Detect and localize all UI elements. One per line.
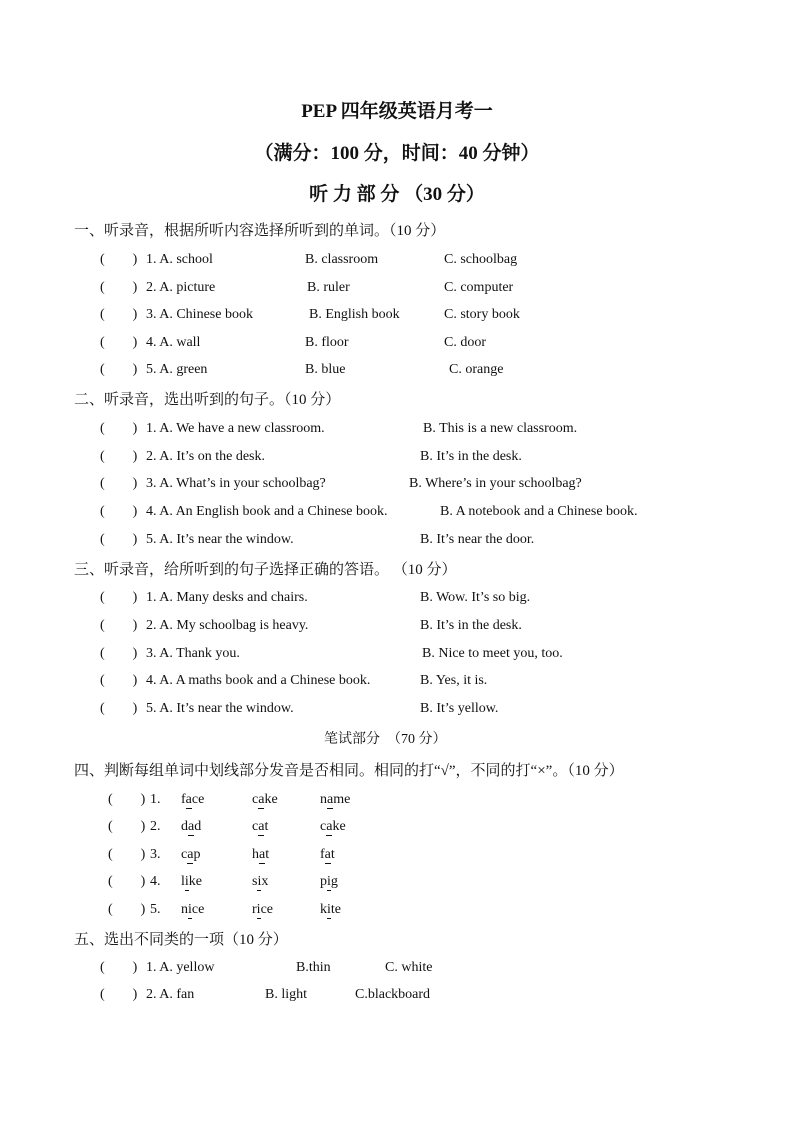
answer-blank: ( ) xyxy=(108,874,146,889)
option-b: B. English book xyxy=(309,307,400,322)
word xyxy=(252,872,268,892)
option-a: 4. A. A maths book and a Chinese book. xyxy=(146,673,371,688)
answer-blank: ( ) xyxy=(100,307,138,322)
word xyxy=(252,845,269,865)
word-prefix: s xyxy=(252,874,258,889)
underlined-letter: i xyxy=(188,900,192,920)
word-suffix: me xyxy=(333,792,351,807)
option-b: B. This is a new classroom. xyxy=(423,421,578,436)
word-prefix: k xyxy=(320,902,327,917)
underlined-letter: a xyxy=(187,845,193,865)
writing-part-title: 笔试部分 （70 分） xyxy=(324,732,447,747)
answer-blank: ( ) xyxy=(100,590,138,605)
word xyxy=(252,900,273,920)
option-b: B. Wow. It’s so big. xyxy=(420,590,531,605)
option-b: B. light xyxy=(265,987,308,1002)
s2-question-row xyxy=(0,419,794,439)
section-5-heading: 五、选出不同类的一项（10 分） xyxy=(74,932,288,948)
s2-question-row xyxy=(0,447,794,467)
underlined-letter: i xyxy=(257,900,261,920)
answer-blank: ( ) xyxy=(100,701,138,716)
s4-word-row xyxy=(0,872,794,892)
underlined-letter: a xyxy=(326,817,332,837)
option-a: 1. A. yellow xyxy=(146,960,215,975)
option-b: B. Where’s in your schoolbag? xyxy=(409,476,582,491)
word xyxy=(181,872,202,892)
option-b: B. Yes, it is. xyxy=(420,673,488,688)
underlined-letter: a xyxy=(186,790,192,810)
answer-blank: ( ) xyxy=(100,673,138,688)
option-a: 4. A. wall xyxy=(146,335,201,350)
word-prefix: d xyxy=(181,819,188,834)
word xyxy=(320,817,346,837)
word xyxy=(181,817,201,837)
s1-question-row xyxy=(0,305,794,325)
s1-question-row xyxy=(0,333,794,353)
s4-word-row xyxy=(0,900,794,920)
underlined-letter: a xyxy=(325,845,331,865)
word xyxy=(320,790,350,810)
option-a: 3. A. Chinese book xyxy=(146,307,253,322)
word-prefix: p xyxy=(320,874,327,889)
option-a: 3. A. Thank you. xyxy=(146,646,240,661)
underlined-letter: i xyxy=(185,872,189,892)
word-prefix: r xyxy=(252,902,257,917)
option-b: B. It’s yellow. xyxy=(420,701,499,716)
word-prefix: c xyxy=(252,819,259,834)
option-c: C. orange xyxy=(449,362,504,377)
item-number: 3. xyxy=(150,847,161,862)
word-suffix: te xyxy=(330,902,341,917)
option-b: B. floor xyxy=(305,335,349,350)
underlined-letter: i xyxy=(257,872,261,892)
word-prefix: n xyxy=(320,792,327,807)
option-a: 2. A. My schoolbag is heavy. xyxy=(146,618,309,633)
word-suffix: g xyxy=(330,874,338,889)
option-a: 3. A. What’s in your schoolbag? xyxy=(146,476,326,491)
s4-word-row xyxy=(0,790,794,810)
underlined-letter: a xyxy=(259,845,265,865)
s5-question-row xyxy=(0,985,794,1005)
underlined-letter: i xyxy=(327,900,331,920)
word xyxy=(252,817,268,837)
option-a: 4. A. An English book and a Chinese book. xyxy=(146,504,388,519)
s2-question-row xyxy=(0,502,794,522)
answer-blank: ( ) xyxy=(108,819,146,834)
option-c: C. story book xyxy=(444,307,520,322)
s4-word-row xyxy=(0,817,794,837)
option-b: B.thin xyxy=(296,960,331,975)
s3-question-row xyxy=(0,671,794,691)
s2-question-row xyxy=(0,530,794,550)
item-number: 1. xyxy=(150,792,161,807)
item-number: 4. xyxy=(150,874,161,889)
option-c: C. door xyxy=(444,335,486,350)
word-prefix: l xyxy=(181,874,185,889)
word-prefix: f xyxy=(181,792,186,807)
word-suffix: ke xyxy=(188,874,202,889)
s2-question-row xyxy=(0,474,794,494)
option-c: C. computer xyxy=(444,280,514,295)
option-a: 2. A. It’s on the desk. xyxy=(146,449,265,464)
underlined-letter: a xyxy=(258,817,264,837)
option-b: B. ruler xyxy=(307,280,350,295)
section-2-heading: 二、听录音，选出听到的句子。（10 分） xyxy=(74,392,341,408)
section-3-heading: 三、听录音，给所听到的句子选择正确的答语。 （10 分） xyxy=(74,562,457,578)
underlined-letter: a xyxy=(188,817,194,837)
s1-question-row xyxy=(0,250,794,270)
option-a: 1. A. Many desks and chairs. xyxy=(146,590,308,605)
s3-question-row xyxy=(0,588,794,608)
answer-blank: ( ) xyxy=(100,476,138,491)
word-suffix: d xyxy=(194,819,202,834)
s1-question-row xyxy=(0,360,794,380)
word xyxy=(320,845,335,865)
option-b: B. It’s in the desk. xyxy=(420,449,522,464)
answer-blank: ( ) xyxy=(108,847,146,862)
word xyxy=(252,790,278,810)
answer-blank: ( ) xyxy=(100,449,138,464)
option-a: 2. A. fan xyxy=(146,987,195,1002)
word-prefix: c xyxy=(320,819,327,834)
word-prefix: c xyxy=(252,792,259,807)
option-a: 1. A. We have a new classroom. xyxy=(146,421,325,436)
word-suffix: p xyxy=(193,847,201,862)
answer-blank: ( ) xyxy=(100,252,138,267)
section-1-heading: 一、听录音，根据所听内容选择所听到的单词。（10 分） xyxy=(74,223,446,239)
word-prefix: f xyxy=(320,847,325,862)
answer-blank: ( ) xyxy=(100,646,138,661)
underlined-letter: a xyxy=(327,790,333,810)
word-suffix: ce xyxy=(191,902,205,917)
option-b: B. classroom xyxy=(305,252,379,267)
option-b: B. It’s in the desk. xyxy=(420,618,522,633)
word-suffix: ke xyxy=(332,819,346,834)
word-suffix: ce xyxy=(191,792,205,807)
word-suffix: ce xyxy=(260,902,273,917)
option-c: C.blackboard xyxy=(355,987,431,1002)
answer-blank: ( ) xyxy=(100,504,138,519)
word-prefix: h xyxy=(252,847,259,862)
option-c: C. schoolbag xyxy=(444,252,518,267)
answer-blank: ( ) xyxy=(108,792,146,807)
underlined-letter: a xyxy=(258,790,264,810)
exam-subtitle: （满分：100 分，时间：40 分钟） xyxy=(254,143,540,164)
s3-question-row xyxy=(0,644,794,664)
word-suffix: t xyxy=(264,819,269,834)
option-c: C. white xyxy=(385,960,433,975)
option-a: 5. A. It’s near the window. xyxy=(146,532,294,547)
s3-question-row xyxy=(0,616,794,636)
word-suffix: x xyxy=(261,874,269,889)
section-4-heading: 四、判断每组单词中划线部分发音是否相同。相同的打“√”，不同的打“×”。（10 分） xyxy=(74,763,624,779)
answer-blank: ( ) xyxy=(100,335,138,350)
word-suffix: ke xyxy=(264,792,278,807)
word xyxy=(320,900,341,920)
word xyxy=(181,845,200,865)
answer-blank: ( ) xyxy=(100,618,138,633)
listening-part-title: 听 力 部 分 （30 分） xyxy=(309,184,485,205)
answer-blank: ( ) xyxy=(100,532,138,547)
s5-question-row xyxy=(0,958,794,978)
word xyxy=(320,872,338,892)
s4-word-row xyxy=(0,845,794,865)
option-b: B. It’s near the door. xyxy=(420,532,535,547)
option-a: 1. A. school xyxy=(146,252,213,267)
answer-blank: ( ) xyxy=(100,362,138,377)
answer-blank: ( ) xyxy=(100,960,138,975)
answer-blank: ( ) xyxy=(100,421,138,436)
word-prefix: n xyxy=(181,902,188,917)
answer-blank: ( ) xyxy=(100,280,138,295)
word-suffix: t xyxy=(265,847,270,862)
s1-question-row xyxy=(0,278,794,298)
word xyxy=(181,790,204,810)
word-suffix: t xyxy=(330,847,335,862)
word xyxy=(181,900,204,920)
option-b: B. Nice to meet you, too. xyxy=(422,646,563,661)
underlined-letter: i xyxy=(327,872,331,892)
exam-title: PEP 四年级英语月考一 xyxy=(301,101,493,122)
word-prefix: c xyxy=(181,847,188,862)
answer-blank: ( ) xyxy=(100,987,138,1002)
answer-blank: ( ) xyxy=(108,902,146,917)
option-a: 2. A. picture xyxy=(146,280,216,295)
option-a: 5. A. It’s near the window. xyxy=(146,701,294,716)
option-b: B. A notebook and a Chinese book. xyxy=(440,504,638,519)
s3-question-row xyxy=(0,699,794,719)
item-number: 2. xyxy=(150,819,161,834)
option-a: 5. A. green xyxy=(146,362,208,377)
option-b: B. blue xyxy=(305,362,346,377)
item-number: 5. xyxy=(150,902,161,917)
